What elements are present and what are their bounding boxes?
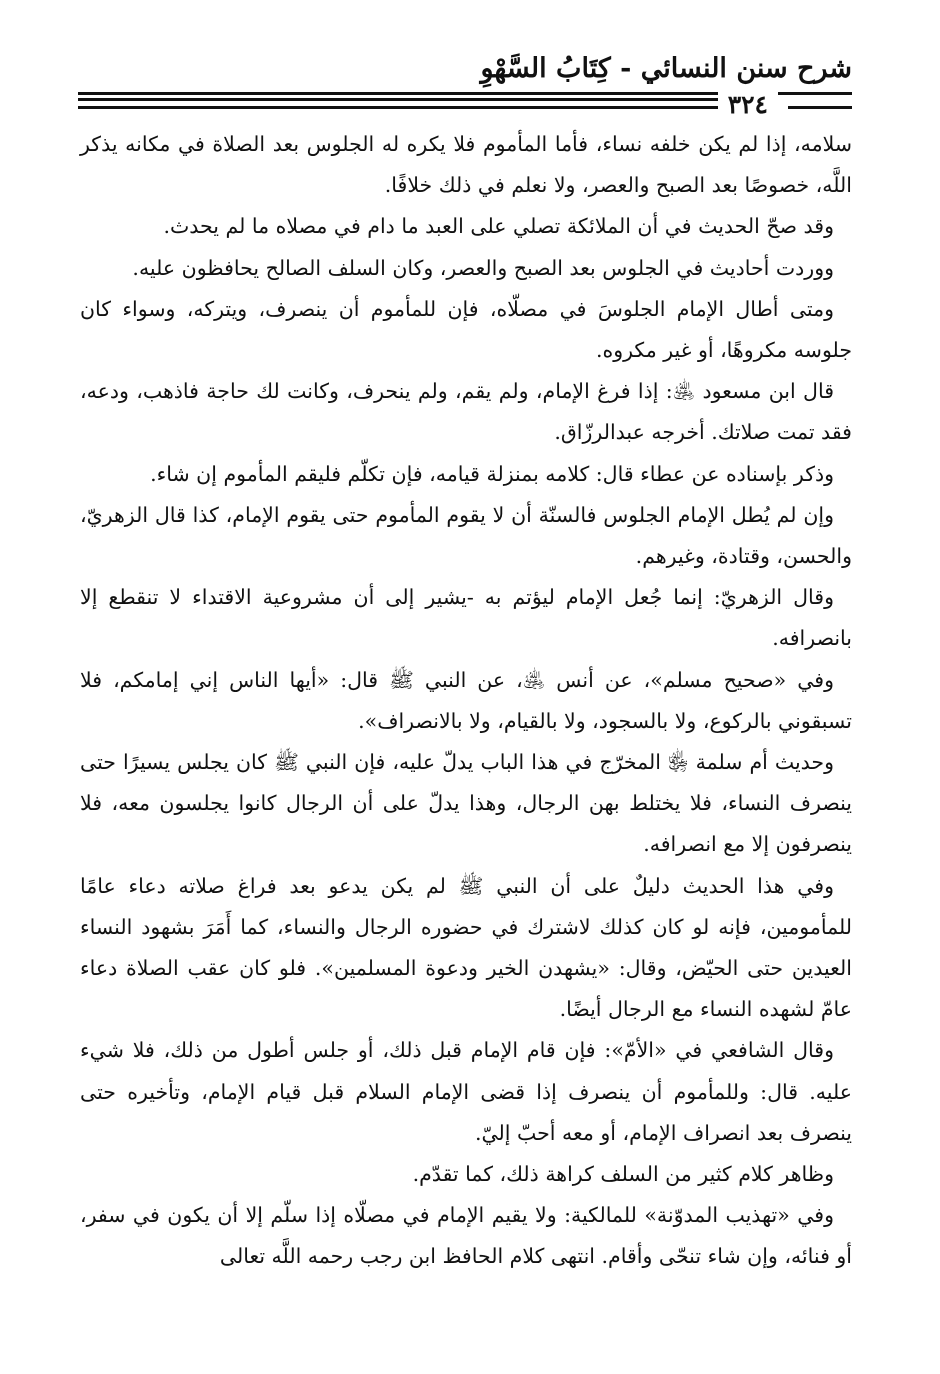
header-rule-bottom — [78, 106, 764, 109]
paragraph: وقال الزهريّ: إنما جُعل الإمام ليؤتم به -يشير إلى أن مشروعية الاقتداء لا تنقطع إلا بانصرافه. — [80, 585, 852, 651]
page-number: ٣٢٤ — [718, 90, 778, 120]
paragraph: ومتى أطال الإمام الجلوسَ في مصلّاه، فإن للمأموم أن ينصرف، ويتركه، وسواء كان جلوسه مكروهًا، أو غير مكروه. — [80, 296, 852, 363]
paragraph: وفي هذا الحديث دليلٌ على أن النبي ﷺ لم يكن يدعو بعد فراغ صلاته دعاء عامًا للمأمومين، فإنه لو كان كذلك لاشترك في حضوره الرجال والنساء، كما أَمَرَ بشهود النساء العيدين حتى الحيّض، وقال: «يشهدن الخير ودعوة المسلمين». فلو كان عقب الصلاة دعاء عامّ لشهده النساء مع الرجال أيضًا. — [80, 873, 852, 1022]
paragraph: قال ابن مسعود ﵁: إذا فرغ الإمام، ولم يقم، ولم ينحرف، وكانت لك حاجة فاذهب، ودعه، فقد تمت صلاتك. أخرجه عبدالرزّاق. — [80, 379, 852, 445]
running-title: شرح سنن النسائي - كِتَابُ السَّهْوِ — [480, 53, 852, 84]
paragraph: وفي «تهذيب المدوّنة» للمالكية: ولا يقيم الإمام في مصلّاه إذا سلّم إلا أن يكون في سفر، أو فنائه، وإن شاء تنحّى وأقام. انتهى كلام الحافظ ابن رجب رحمه اللَّه تعالى — [80, 1203, 852, 1269]
paragraph: وذكر بإسناده عن عطاء قال: كلامه بمنزلة قيامه، فإن تكلّم فليقم المأموم إن شاء. — [150, 461, 834, 486]
paragraph: سلامه، إذا لم يكن خلفه نساء، فأما المأموم فلا يكره له الجلوس بعد الصلاة في مكانه يذكر اللَّه، خصوصًا بعد الصبح والعصر، ولا نعلم في ذلك خلافًا. — [80, 132, 852, 198]
paragraph: وحديث أم سلمة ﵂ المخرّج في هذا الباب يدلّ عليه، فإن النبي ﷺ كان يجلس يسيرًا حتى ينصرف النساء، فلا يختلط بهن الرجال، وهذا يدلّ على أن الرجال كانوا يجلسون معه، فلا ينصرفون إلا مع انصرافه. — [80, 750, 852, 857]
page-header — [78, 44, 852, 119]
header-rule-middle — [78, 98, 764, 101]
paragraph: وقال الشافعي في «الأمّ»: فإن قام الإمام قبل ذلك، أو جلس أطول من ذلك، فلا شيء عليه. قال: وللمأموم أن ينصرف إذا قضى الإمام السلام قبل قيام الإمام، وتأخيره حتى ينصرف بعد انصراف الإمام، أو معه أحبّ إليّ. — [80, 1038, 852, 1145]
header-rule-right — [788, 106, 852, 109]
paragraph: وقد صحّ الحديث في أن الملائكة تصلي على العبد ما دام في مصلاه ما لم يحدث. — [163, 214, 834, 239]
paragraph: ووردت أحاديث في الجلوس بعد الصبح والعصر، وكان السلف الصالح يحافظون عليه. — [132, 255, 834, 280]
paragraph: وإن لم يُطل الإمام الجلوس فالسنّة أن لا يقوم المأموم حتى يقوم الإمام، كذا قال الزهريّ، والحسن، وقتادة، وغيرهم. — [80, 502, 852, 569]
paragraph: وظاهر كلام كثير من السلف كراهة ذلك، كما تقدّم. — [412, 1162, 834, 1187]
body-text — [80, 124, 852, 1278]
paragraph: وفي «صحيح مسلم»، عن أنس ﵁، عن النبي ﷺ قال: «أيها الناس إني إمامكم، فلا تسبقوني بالركوع، ولا بالسجود، ولا بالقيام، ولا بالانصراف». — [80, 667, 852, 733]
